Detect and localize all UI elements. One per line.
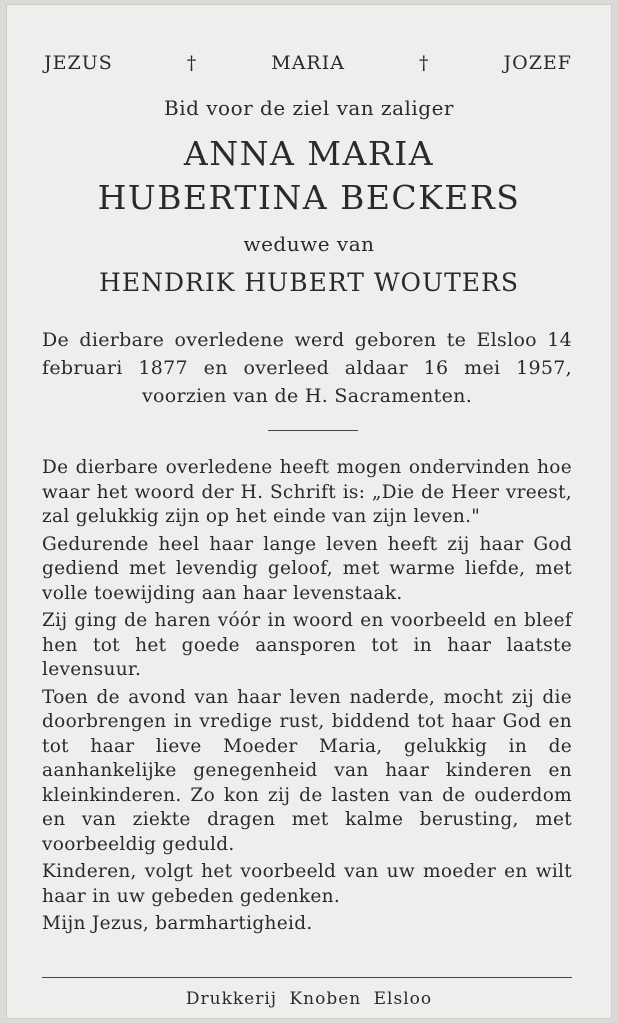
short-divider [268,430,358,431]
header-jozef: JOZEF [503,52,572,74]
deceased-name-line1: ANNA MARIA [183,134,435,173]
paragraph: Gedurende heel haar lange leven heeft zij haar God gediend met levendig geloof, met warme liefde, met volle toewijding aan haar levenstaak. [42,533,572,604]
paragraph: Toen de avond van haar leven naderde, mocht zij die doorbrengen in vredige rust, biddend tot haar God en tot haar lieve Moeder Maria, gelukkig in de aanhankelijke genegenheid van haar kinderen en kleinkinderen. Zo kon zij de lasten van de ouderdom en van ziekte dragen met kalme berusting, met voorbeeldig geduld. [42,686,572,855]
paragraph: De dierbare overledene heeft mogen ondervinden hoe waar het woord der H. Schrift is: „Die de Heer vreest, zal gelukkig zijn op het einde van zijn leven." [42,457,572,527]
cross-icon: † [186,52,198,74]
header-line [44,52,572,74]
birth-death-text: De dierbare overledene werd geboren te Elsloo 14 februari 1877 en overleed aldaar 16 mei 1957, voorzien van de H. Sacramenten. [42,329,572,407]
paragraph: Kinderen, volgt het voorbeeld van uw moeder en wilt haar in uw gebeden gedenken. [42,861,572,907]
header-jezus: JEZUS [44,52,113,74]
deceased-name-line2: HUBERTINA BECKERS [97,178,521,217]
cross-icon: † [418,52,430,74]
prayer-line: Bid voor de ziel van zaliger [164,96,454,120]
bottom-divider [42,977,572,978]
memorial-text [42,456,572,940]
widow-line: weduwe van [243,232,375,256]
closing-prayer: Mijn Jezus, barmhartigheid. [42,913,313,934]
paragraph: Zij ging de haren vóór in woord en voorbeeld en bleef hen tot het goede aansporen tot in haar laatste levensuur. [42,610,572,680]
memorial-card [6,4,612,1019]
spouse-name: HENDRIK HUBERT WOUTERS [99,268,519,297]
header-maria: MARIA [271,52,345,74]
printer-line: Drukkerij Knoben Elsloo [185,989,433,1009]
